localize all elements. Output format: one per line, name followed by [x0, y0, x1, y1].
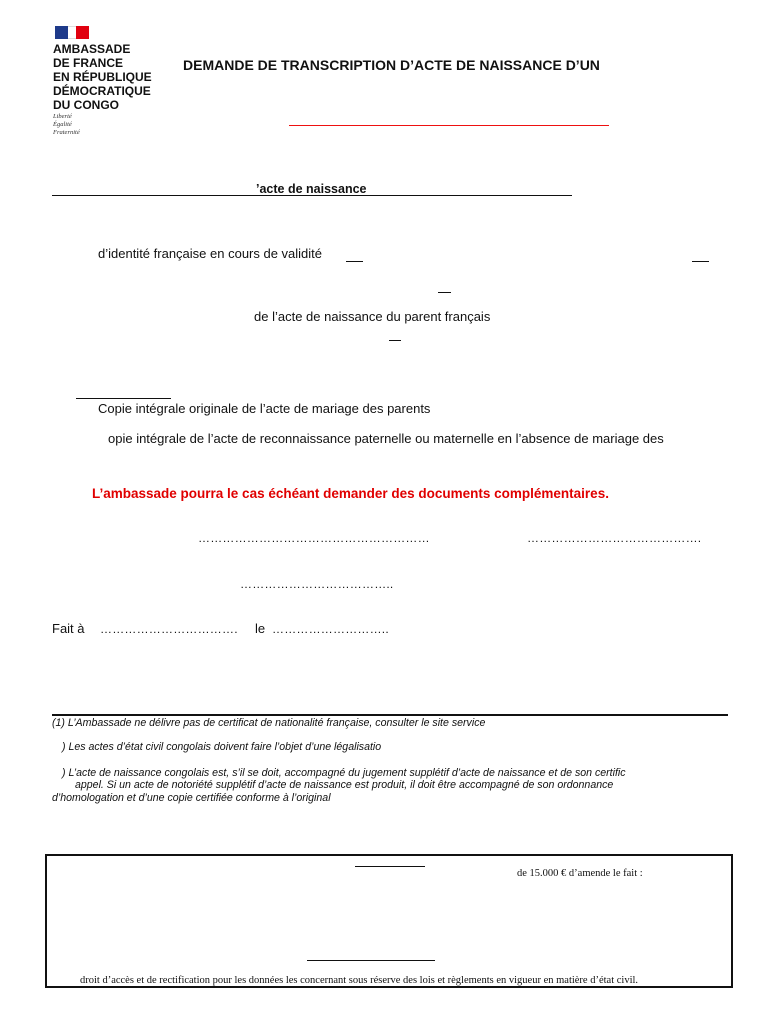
- footnote-3-line-1: ) L’acte de naissance congolais est, s’il se doit, accompagné du jugement supplétif d’acte de naissance et de son certific: [62, 767, 626, 779]
- blank-rule-4: [389, 340, 401, 341]
- blank-rule-2: [692, 261, 709, 262]
- fill-line-1-right[interactable]: …………………………………….: [527, 531, 702, 545]
- footnote-1: (1) L’Ambassade ne délivre pas de certificat de nationalité française, consulter le site service: [52, 717, 486, 729]
- item-recognition-act: opie intégrale de l’acte de reconnaissance paternelle ou maternelle en l’absence de mariage des: [108, 431, 664, 446]
- fill-line-2[interactable]: ………………………………..: [240, 577, 394, 591]
- french-flag-logo: [55, 26, 89, 39]
- motto-liberte: Liberté: [53, 113, 72, 120]
- section-heading-rule: [52, 195, 572, 196]
- place-fill-line[interactable]: …………………………….: [100, 622, 238, 636]
- legal-box-rule-top: [355, 866, 425, 867]
- item-identity-document: d’identité française en cours de validité: [98, 246, 323, 261]
- org-name-line-3: EN RÉPUBLIQUE: [53, 70, 152, 84]
- title-red-underline: [289, 125, 609, 126]
- org-name-line-5: DU CONGO: [53, 98, 119, 112]
- place-label: Fait à: [52, 621, 85, 636]
- item-marriage-certificate: Copie intégrale originale de l’acte de mariage des parents: [98, 401, 431, 416]
- date-label: le: [255, 621, 266, 636]
- legal-bottom-text: droit d’accès et de rectification pour les données les concernant sous réserve des lois et règlements en vigueur en matière d’état civil.: [80, 975, 639, 986]
- footnote-3-line-3: d’homologation et d’une copie certifiée conforme à l’original: [52, 792, 331, 804]
- document-title: DEMANDE DE TRANSCRIPTION D’ACTE DE NAISSANCE D’UN: [183, 57, 600, 73]
- footnote-3-line-2: appel. Si un acte de notoriété supplétif d’acte de naissance est produit, il doit être accompagné de son ordonnance: [75, 779, 614, 791]
- additional-documents-notice: L’ambassade pourra le cas échéant demander des documents complémentaires.: [92, 486, 609, 501]
- org-name-line-1: AMBASSADE: [53, 42, 131, 56]
- org-name-line-2: DE FRANCE: [53, 56, 124, 70]
- legal-box-rule-bottom: [307, 960, 435, 961]
- motto-fraternite: Fraternité: [53, 129, 80, 136]
- fill-line-1-left[interactable]: …………………………………………………: [198, 531, 430, 545]
- motto-egalite: Égalité: [53, 121, 72, 128]
- item-parent-birth-certificate: de l’acte de naissance du parent français: [254, 309, 491, 324]
- date-fill-line[interactable]: ………………………..: [272, 622, 389, 636]
- blank-rule-3: [438, 292, 451, 293]
- blank-rule-1: [346, 261, 363, 262]
- org-name-line-4: DÉMOCRATIQUE: [53, 84, 151, 98]
- footnote-2: ) Les actes d’état civil congolais doivent faire l’objet d’une légalisatio: [62, 741, 382, 753]
- footnotes-separator: [52, 714, 728, 716]
- legal-fine-text: de 15.000 € d’amende le fait :: [517, 868, 643, 879]
- section-heading: ’acte de naissance: [256, 182, 367, 196]
- blank-rule-5: [76, 398, 171, 399]
